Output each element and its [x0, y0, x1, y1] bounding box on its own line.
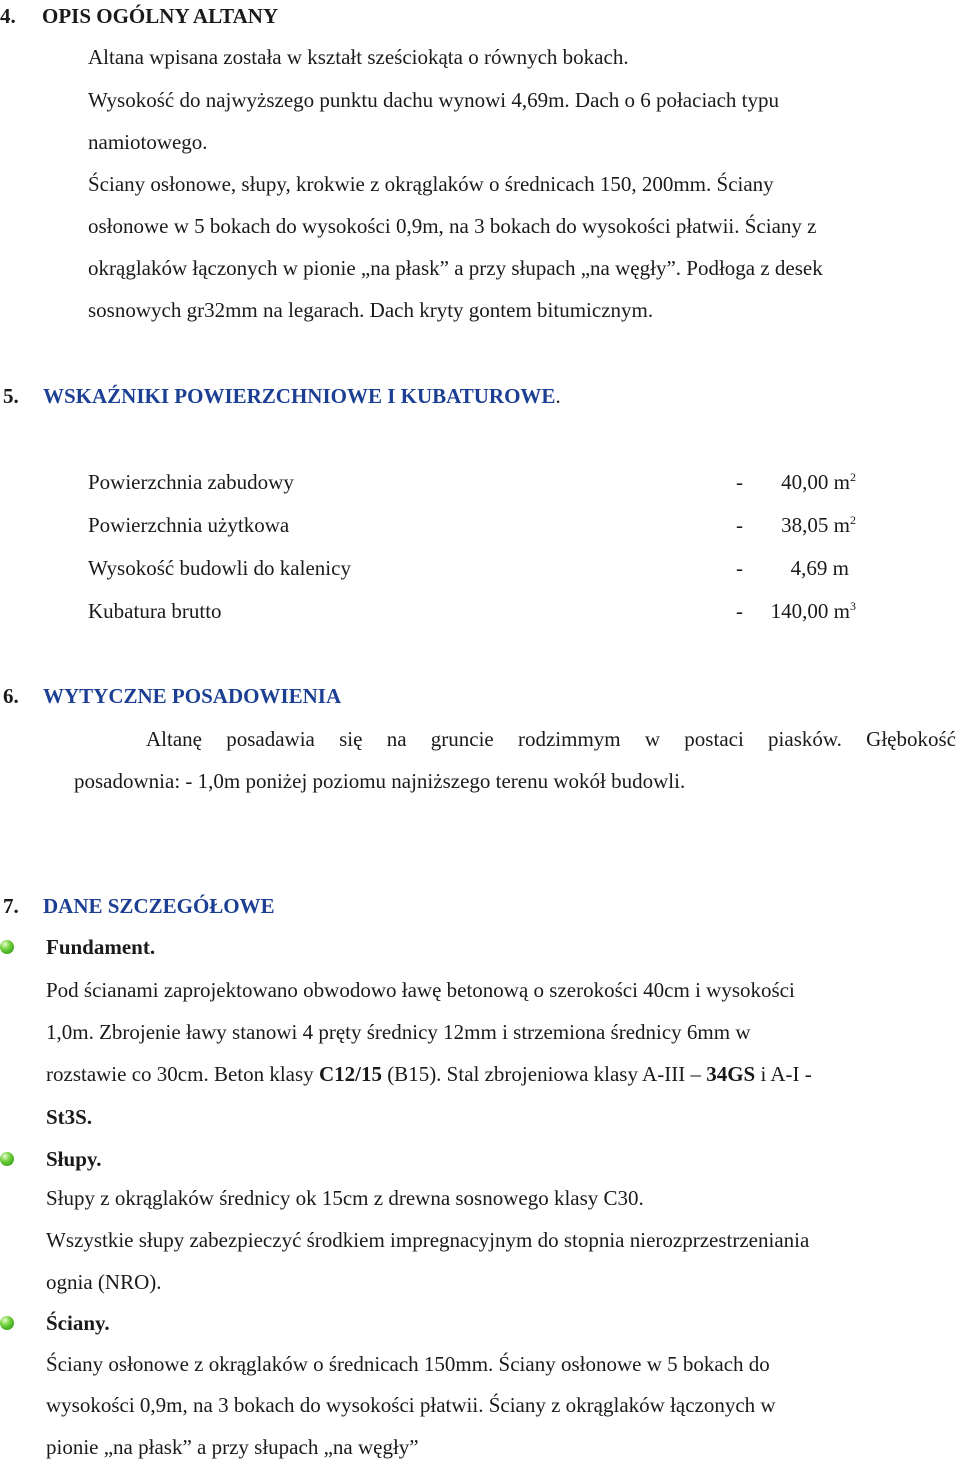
metric-dash: -	[736, 513, 743, 537]
section-title: OPIS OGÓLNY ALTANY	[42, 4, 279, 28]
paragraph-line: Ściany osłonowe, słupy, krokwie z okrąglaków o średnicach 150, 200mm. Ściany	[88, 172, 774, 196]
paragraph-line: osłonowe w 5 bokach do wysokości 0,9m, na 3 bokach do wysokości płatwii. Ściany z	[88, 214, 817, 238]
metric-label: Kubatura brutto	[88, 599, 222, 623]
section-title: WSKAŹNIKI POWIERZCHNIOWE I KUBATUROWE	[43, 384, 556, 408]
paragraph-line: Wysokość do najwyższego punktu dachu wynowi 4,69m. Dach o 6 połaciach typu	[88, 88, 780, 112]
metric-unit-exponent: 2	[850, 513, 856, 527]
subsection-title: Słupy.	[46, 1147, 102, 1171]
metric-label: Powierzchnia użytkowa	[88, 513, 290, 537]
paragraph-line: Pod ścianami zaprojektowano obwodowo ławę betonową o szerokości 40cm i wysokości	[46, 978, 795, 1002]
steel-grade-line: St3S.	[46, 1105, 93, 1129]
section-title: DANE SZCZEGÓŁOWE	[43, 894, 275, 918]
paragraph-line: Wszystkie słupy zabezpieczyć środkiem impregnacyjnym do stopnia nierozprzestrzeniania	[46, 1228, 810, 1252]
paragraph-line: Altanę posadawia się na gruncie rodzimmym w postaci piasków. Głębokość	[146, 727, 956, 751]
metric-value: 140,00 m	[770, 599, 850, 623]
text-run: i A-I -	[755, 1062, 812, 1086]
paragraph-line: wysokości 0,9m, na 3 bokach do wysokości płatwii. Ściany z okrąglaków łączonych w	[46, 1393, 776, 1417]
metric-unit-exponent: 3	[850, 599, 856, 613]
metric-dash: -	[736, 470, 743, 494]
paragraph-line: Ściany osłonowe z okrąglaków o średnicach 150mm. Ściany osłonowe w 5 bokach do	[46, 1352, 770, 1376]
section-number: 6.	[3, 684, 19, 708]
green-bullet-icon	[0, 1316, 14, 1330]
paragraph-line: namiotowego.	[88, 130, 208, 154]
metric-label: Wysokość budowli do kalenicy	[88, 556, 351, 580]
metric-value: 40,00 m	[781, 470, 850, 494]
metric-value: 38,05 m	[781, 513, 850, 537]
metric-dash: -	[736, 556, 743, 580]
section-title: WYTYCZNE POSADOWIENIA	[43, 684, 342, 708]
metric-dash: -	[736, 599, 743, 623]
section-title-dot: .	[555, 384, 561, 408]
metric-value: 4,69 m	[790, 556, 849, 580]
section-number: 7.	[3, 894, 19, 918]
paragraph-line	[46, 1061, 812, 1087]
text-run: (B15). Stal zbrojeniowa klasy A-III –	[381, 1062, 707, 1086]
paragraph-line: Altana wpisana została w kształt sześciokąta o równych bokach.	[88, 45, 629, 69]
paragraph-line: 1,0m. Zbrojenie ławy stanowi 4 pręty średnicy 12mm i strzemiona średnicy 6mm w	[46, 1020, 751, 1044]
subsection-title: Fundament.	[46, 935, 156, 959]
green-bullet-icon	[0, 1152, 14, 1166]
paragraph-line: posadownia: - 1,0m poniżej poziomu najniższego terenu wokół budowli.	[74, 769, 686, 793]
metric-label: Powierzchnia zabudowy	[88, 470, 294, 494]
paragraph-line: sosnowych gr32mm na legarach. Dach kryty gontem bitumicznym.	[88, 298, 654, 322]
text-run: rozstawie co 30cm. Beton klasy	[46, 1062, 319, 1086]
paragraph-line: ognia (NRO).	[46, 1270, 162, 1294]
steel-grade: 34GS	[706, 1062, 756, 1086]
section-number: 5.	[3, 384, 19, 408]
subsection-title: Ściany.	[46, 1311, 110, 1335]
paragraph-line: pionie „na płask” a przy słupach „na węgły”	[46, 1435, 419, 1459]
metric-unit-exponent: 2	[850, 470, 856, 484]
section-number: 4.	[0, 4, 16, 28]
paragraph-line: Słupy z okrąglaków średnicy ok 15cm z drewna sosnowego klasy C30.	[46, 1186, 644, 1210]
concrete-class: C12/15	[318, 1062, 382, 1086]
green-bullet-icon	[0, 940, 14, 954]
paragraph-line: okrąglaków łączonych w pionie „na płask” a przy słupach „na węgły”. Podłoga z desek	[88, 256, 823, 280]
